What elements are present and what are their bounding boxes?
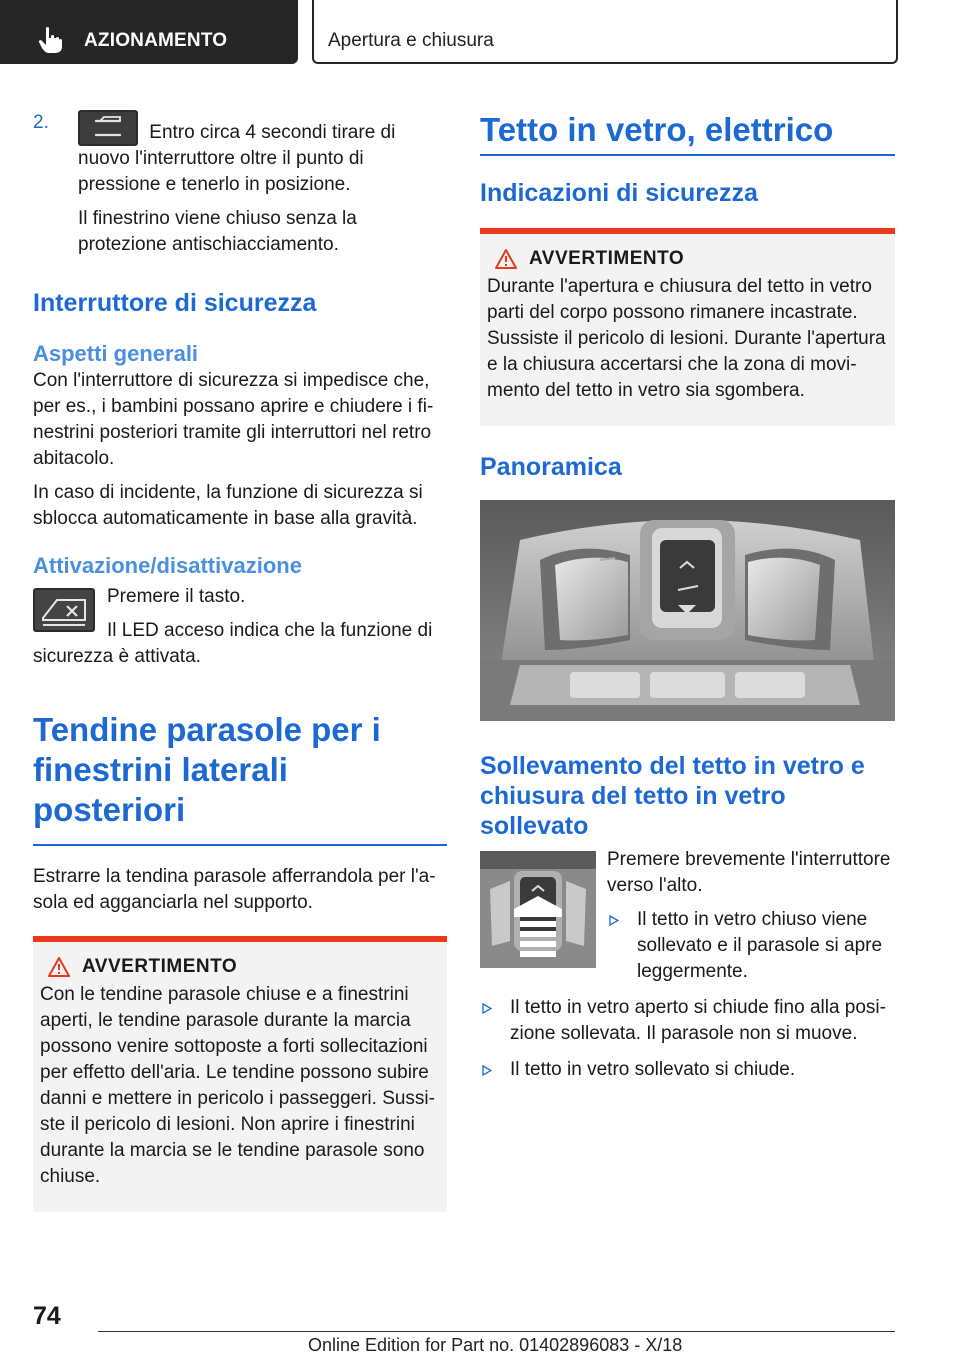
chapter-label: Apertura e chiusura <box>328 30 494 51</box>
warning-box-sunblinds <box>33 936 447 1212</box>
warning-text: Durante l'apertura e chiusura del tetto in vetro parti del corpo possono rimanere incastrate. Sussiste il pericolo di lesioni. Durante l'apertura e la chiusura accertarsi che la zona di movimento del tetto in vetro sia sgombera. <box>487 276 886 401</box>
section-title-safety-notes: Indicazioni di sicurezza <box>480 179 758 207</box>
child-lock-button-icon <box>33 588 95 632</box>
bullet-item <box>480 995 895 1047</box>
page-header <box>0 0 960 66</box>
warning-triangle-icon <box>48 957 70 977</box>
blinds-paragraph: Estrarre la tendina parasole afferrandola per l'asola ed agganciarla nel supporto. <box>33 866 436 913</box>
bullet-item <box>480 1057 895 1083</box>
overhead-console-photo <box>480 500 895 721</box>
step-2-note: Il finestrino viene chiuso senza la protezione antischiacciamento. <box>78 208 357 255</box>
right-column <box>480 110 895 1083</box>
bullet-triangle-icon <box>609 915 619 926</box>
window-switch-icon <box>78 110 138 146</box>
activation-paragraph-2: Il LED acceso indica che la funzione di sicurezza è attivata. <box>33 620 433 667</box>
section-title-overview: Panoramica <box>480 453 622 481</box>
left-column <box>33 110 447 1212</box>
warning-title: AVVERTIMENTO <box>529 248 685 269</box>
subsection-title-activation: Attivazione/disattivazione <box>33 553 302 578</box>
bullet-triangle-icon <box>482 1065 492 1076</box>
bullet-text: Il tetto in vetro chiuso viene sollevato e il parasole si apre leggermente. <box>637 909 883 982</box>
general-paragraph-1: Con l'interruttore di sicurezza si impedisce che, per es., i bambini possano aprire e chiudere i finestrini posteriori tramite gli interruttori nel retro abitacolo. <box>33 370 434 469</box>
step-2 <box>33 110 447 258</box>
bullet-item <box>607 907 895 985</box>
page-number: 74 <box>33 1302 61 1330</box>
section-label: AZIONAMENTO <box>84 30 228 51</box>
section-title-raise-roof: Sollevamento del tetto in vetro e chiusura del tetto in vetro sollevato <box>480 752 865 840</box>
warning-text: Con le tendine parasole chiuse e a finestrini aperti, le tendine parasole durante la marcia possono venire sottoposte a forti sollecitazioni per effetto dell'aria. Le tendine possono subire danni e mettere in pericolo i passeggeri. Sussiste il pericolo di lesioni. Non aprire i finestrini durante la marcia se le tendine parasole sono chiuse. <box>40 984 435 1187</box>
raise-paragraph: Premere brevemente l'interruttore verso l'alto. <box>607 849 891 896</box>
subsection-title-general: Aspetti generali <box>33 341 199 366</box>
step-number: 2. <box>33 112 49 133</box>
roof-switch-photo <box>480 851 596 968</box>
footer-divider <box>98 1331 895 1332</box>
section-tab <box>0 0 298 64</box>
step-2-text: Entro circa 4 secondi tirare di nuovo l'interruttore oltre il punto di pressione e tenerlo in posizione. <box>78 122 396 195</box>
hand-pointer-icon <box>38 26 64 54</box>
warning-triangle-icon <box>495 249 517 269</box>
chapter-tab <box>312 0 898 64</box>
section-title-sunblinds: Tendine parasole per i finestrini laterali posteriori <box>33 710 447 846</box>
warning-box-glass-roof <box>480 228 895 426</box>
general-paragraph-2: In caso di incidente, la funzione di sicurezza si sblocca automaticamente in base alla gravità. <box>33 482 423 529</box>
warning-title: AVVERTIMENTO <box>82 956 238 977</box>
section-title-safety-switch: Interruttore di sicurezza <box>33 289 317 317</box>
section-title-glass-roof: Tetto in vetro, elettrico <box>480 110 895 156</box>
activation-paragraph-1: Premere il tasto. <box>107 586 246 607</box>
bullet-text: Il tetto in vetro aperto si chiude fino alla posizione sollevata. Il parasole non si muove. <box>510 997 886 1044</box>
bullet-triangle-icon <box>482 1003 492 1014</box>
edition-text: Online Edition for Part no. 01402896083 - X/18 <box>308 1335 683 1355</box>
bullet-text: Il tetto in vetro sollevato si chiude. <box>510 1059 796 1080</box>
